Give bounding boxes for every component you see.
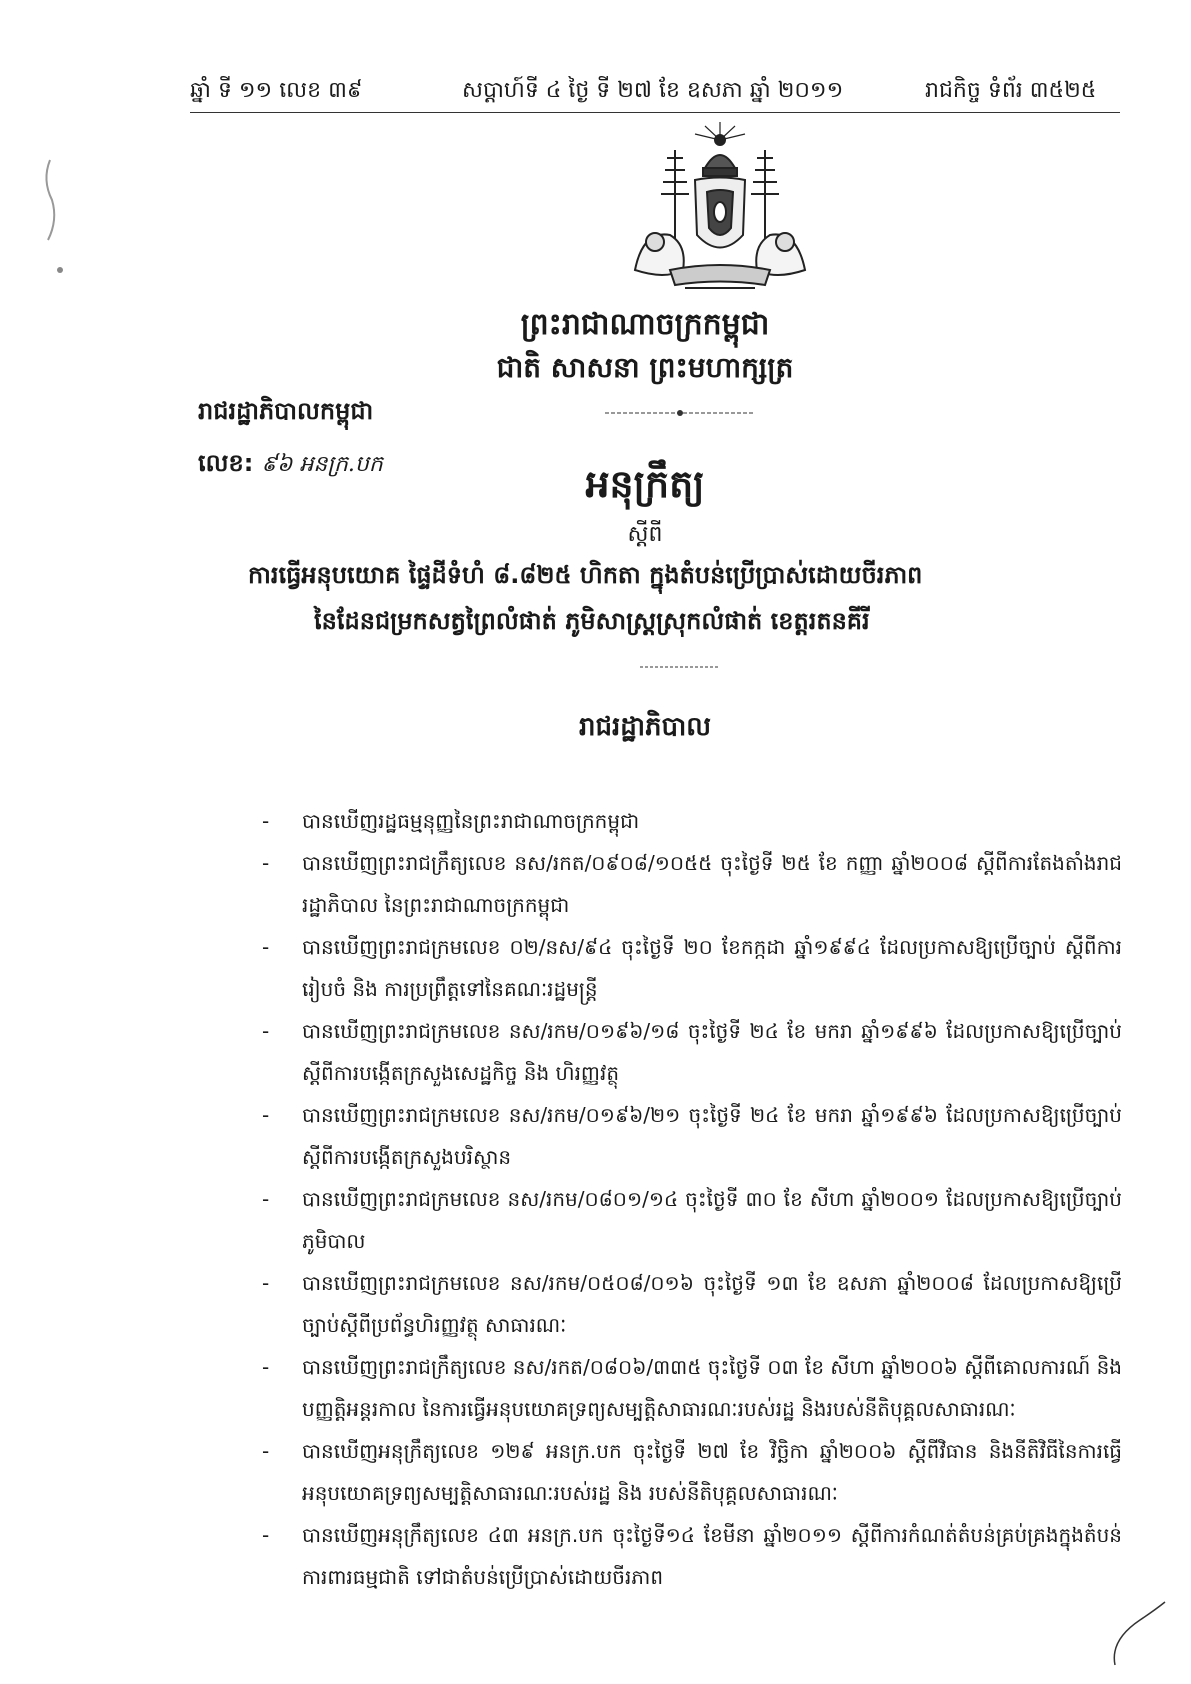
national-motto: ជាតិ សាសនា ព្រះមហាក្សត្រ: [496, 351, 794, 384]
list-item: - បានឃើញព្រះរាជក្រមលេខ ០២/នស/៩៤ ចុះថ្ងៃទី ២០ ខែកក្កដា ឆ្នាំ១៩៩៤ ដែលប្រកាសឱ្យប្រើច្បាប់ ស្ដីពីការរៀបចំ និង ការប្រព្រឹត្តទៅនៃគណៈរដ្ឋមន្ត្រី: [262, 935, 1122, 1001]
list-item: - បានឃើញព្រះរាជក្រឹត្យលេខ នស/រកត/០៨០៦/៣៣៥ ចុះថ្ងៃទី ០៣ ខែ សីហា ឆ្នាំ២០០៦ ស្ដីពីគោលការណ៍ និងបញ្ញត្តិអន្តរកាល នៃការធ្វើអនុបយោគទ្រព្យសម្បត្តិសាធារណៈរបស់រដ្ឋ និងរបស់នីតិបុគ្គលសាធារណៈ: [262, 1355, 1122, 1421]
list-item: - បានឃើញព្រះរាជក្រមលេខ នស/រកម/០៥០៨/០១៦ ចុះថ្ងៃទី ១៣ ខែ ឧសភា ឆ្នាំ២០០៨ ដែលប្រកាសឱ្យប្រើច្បាប់ស្ដីពីប្រព័ន្ធហិរញ្ញវត្ថុ សាធារណៈ: [262, 1271, 1122, 1337]
list-item: - បានឃើញព្រះរាជក្រឹត្យលេខ នស/រកត/០៩០៨/១០៥៥ ចុះថ្ងៃទី ២៥ ខែ កញ្ញា ឆ្នាំ២០០៨ ស្ដីពីការតែងតាំងរាជរដ្ឋាភិបាល នៃព្រះរាជាណាចក្រកម្ពុជា: [262, 851, 1122, 917]
document-title: អនុក្រឹត្យ: [585, 462, 705, 506]
scan-margin-mark-icon: [20, 150, 70, 290]
header-date: សប្ដាហ៍ទី ៤ ថ្ងៃ ទី ២៧ ខែ ឧសភា ឆ្នាំ ២០១១: [462, 78, 844, 103]
list-item: - បានឃើញអនុក្រឹត្យលេខ ៤៣ អនក្រ.បក ចុះថ្ងៃទី១៤ ខែមីនា ឆ្នាំ២០១១ ស្ដីពីការកំណត់តំបន់គ្រប់គ្រងក្នុងតំបន់ការពារធម្មជាតិ ទៅជាតំបន់ប្រើប្រាស់ដោយចីរភាព: [262, 1523, 1122, 1589]
decree-number-value: ៩៦ អនក្រ.បក: [261, 452, 383, 477]
ornament-divider-icon: [640, 660, 720, 674]
list-item: - បានឃើញរដ្ឋធម្មនុញ្ញនៃព្រះរាជាណាចក្រកម្ពុជា: [262, 809, 640, 833]
list-item: - បានឃើញអនុក្រឹត្យលេខ ១២៩ អនក្រ.បក ចុះថ្ងៃទី ២៧ ខែ វិច្ឆិកា ឆ្នាំ២០០៦ ស្ដីពីវិធាន និងនីតិវិធីនៃការធ្វើអនុបយោគទ្រព្យសម្បត្តិសាធារណៈរបស់រដ្ឋ និង របស់នីតិបុគ្គលសាធារណៈ: [262, 1439, 1122, 1505]
list-item: - បានឃើញព្រះរាជក្រមលេខ នស/រកម/០៨០១/១៤ ចុះថ្ងៃទី ៣០ ខែ សីហា ឆ្នាំ២០០១ ដែលប្រកាសឱ្យប្រើច្បាប់ភូមិបាល: [262, 1187, 1122, 1253]
header-rule: [190, 112, 1120, 113]
header-year-issue: ឆ្នាំ ទី ១១ លេខ ៣៩: [190, 78, 363, 103]
government-heading: រាជរដ្ឋាភិបាល: [578, 712, 712, 742]
signature-stroke-icon: [1110, 1600, 1170, 1670]
header-gazette-page: រាជកិច្ច ទំព័រ ៣៥២៥: [925, 78, 1097, 103]
subject-line-2: នៃដែនជម្រកសត្វព្រៃលំផាត់ ភូមិសាស្ត្រស្រុកលំផាត់ ខេត្តរតនគីរី: [314, 607, 870, 635]
ornament-divider-icon: [605, 406, 755, 420]
list-item: - បានឃើញព្រះរាជក្រមលេខ នស/រកម/០១៩៦/១៨ ចុះថ្ងៃទី ២៤ ខែ មករា ឆ្នាំ១៩៩៦ ដែលប្រកាសឱ្យប្រើច្បាប់ស្ដីពីការបង្កើតក្រសួងសេដ្ឋកិច្ច និង ហិរញ្ញវត្ថុ: [262, 1019, 1122, 1085]
kingdom-heading: ព្រះរាជាណាចក្រកម្ពុជា: [520, 307, 770, 342]
decree-number-label: លេខ:: [198, 449, 254, 477]
royal-emblem-icon: [625, 120, 815, 300]
list-item: - បានឃើញព្រះរាជក្រមលេខ នស/រកម/០១៩៦/២១ ចុះថ្ងៃទី ២៤ ខែ មករា ឆ្នាំ១៩៩៦ ដែលប្រកាសឱ្យប្រើច្បាប់ស្ដីពីការបង្កើតក្រសួងបរិស្ថាន: [262, 1103, 1122, 1169]
issuing-authority: រាជរដ្ឋាភិបាលកម្ពុជា: [198, 397, 374, 425]
subject-line-1: ការធ្វើអនុបយោគ ផ្ទៃដីទំហំ ៨.៨២៥ ហិកតា ក្នុងតំបន់ប្រើប្រាស់ដោយចីរភាព: [248, 561, 923, 589]
preamble-list: [262, 800, 1122, 1598]
concerning-label: ស្ដីពី: [627, 522, 663, 547]
